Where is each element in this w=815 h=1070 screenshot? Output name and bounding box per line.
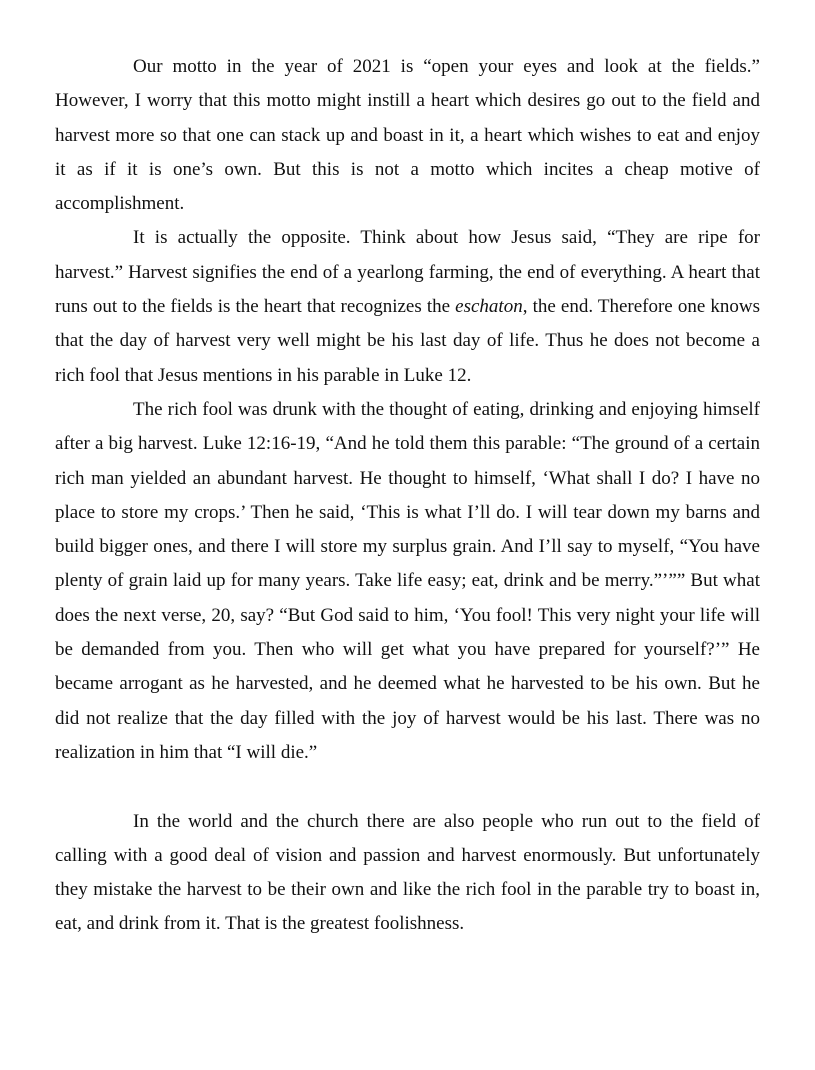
paragraph-motto: Our motto in the year of 2021 is “open your eyes and look at the fields.” However, I worry that this motto might instill a heart which desires go out to the field and harvest more so that one can stack up and boast in it, a heart which wishes to eat and enjoy it as if it is one’s own. But this is not a motto which incites a cheap motive of accomplishment. [55, 56, 760, 215]
paragraph-harvest-italic-term: eschaton [455, 296, 523, 318]
paragraph-harvest [55, 221, 760, 392]
document-page [55, 50, 760, 942]
paragraph-rich-fool: The rich fool was drunk with the thought of eating, drinking and enjoying himself after a big harvest. Luke 12:16-19, “And he told them this parable: “The ground of a certain rich man yielded an abundant harvest. He thought to himself, ‘What shall I do? I have no place to store my crops.’ Then he said, ‘This is what I’ll do. I will tear down my barns and build bigger ones, and there I will store my surplus grain. And I’ll say to myself, “You have plenty of grain laid up for many years. Take life easy; eat, drink and be merry.”’”” But what does the next verse, 20, say? “But God said to him, ‘You fool! This very night your life will be demanded from you. Then who will get what you have prepared for yourself?’” He became arrogant as he harvested, and he deemed what he harvested to be his own. But he did not realize that the day filled with the joy of harvest would be his last. There was no realization in him that “I will die.” [55, 398, 760, 763]
paragraph-harvest-text-before: It is actually the opposite. Think about how Jesus said, “They are ripe for harvest.” Harvest signifies the end of a yearlong farming, the end of everything. A heart that runs out to the fields is the heart that recognizes the [55, 227, 760, 318]
paragraph-harvest-text-after: , the end. Therefore one knows that the day of harvest very well might be his last day of life. Thus he does not become a rich fool that Jesus mentions in his parable in Luke 12. [55, 296, 760, 386]
paragraph-church: In the world and the church there are also people who run out to the field of calling with a good deal of vision and passion and harvest enormously. But unfortunately they mistake the harvest to be their own and like the rich fool in the parable try to boast in, eat, and drink from it. That is the greatest foolishness. [55, 810, 760, 935]
